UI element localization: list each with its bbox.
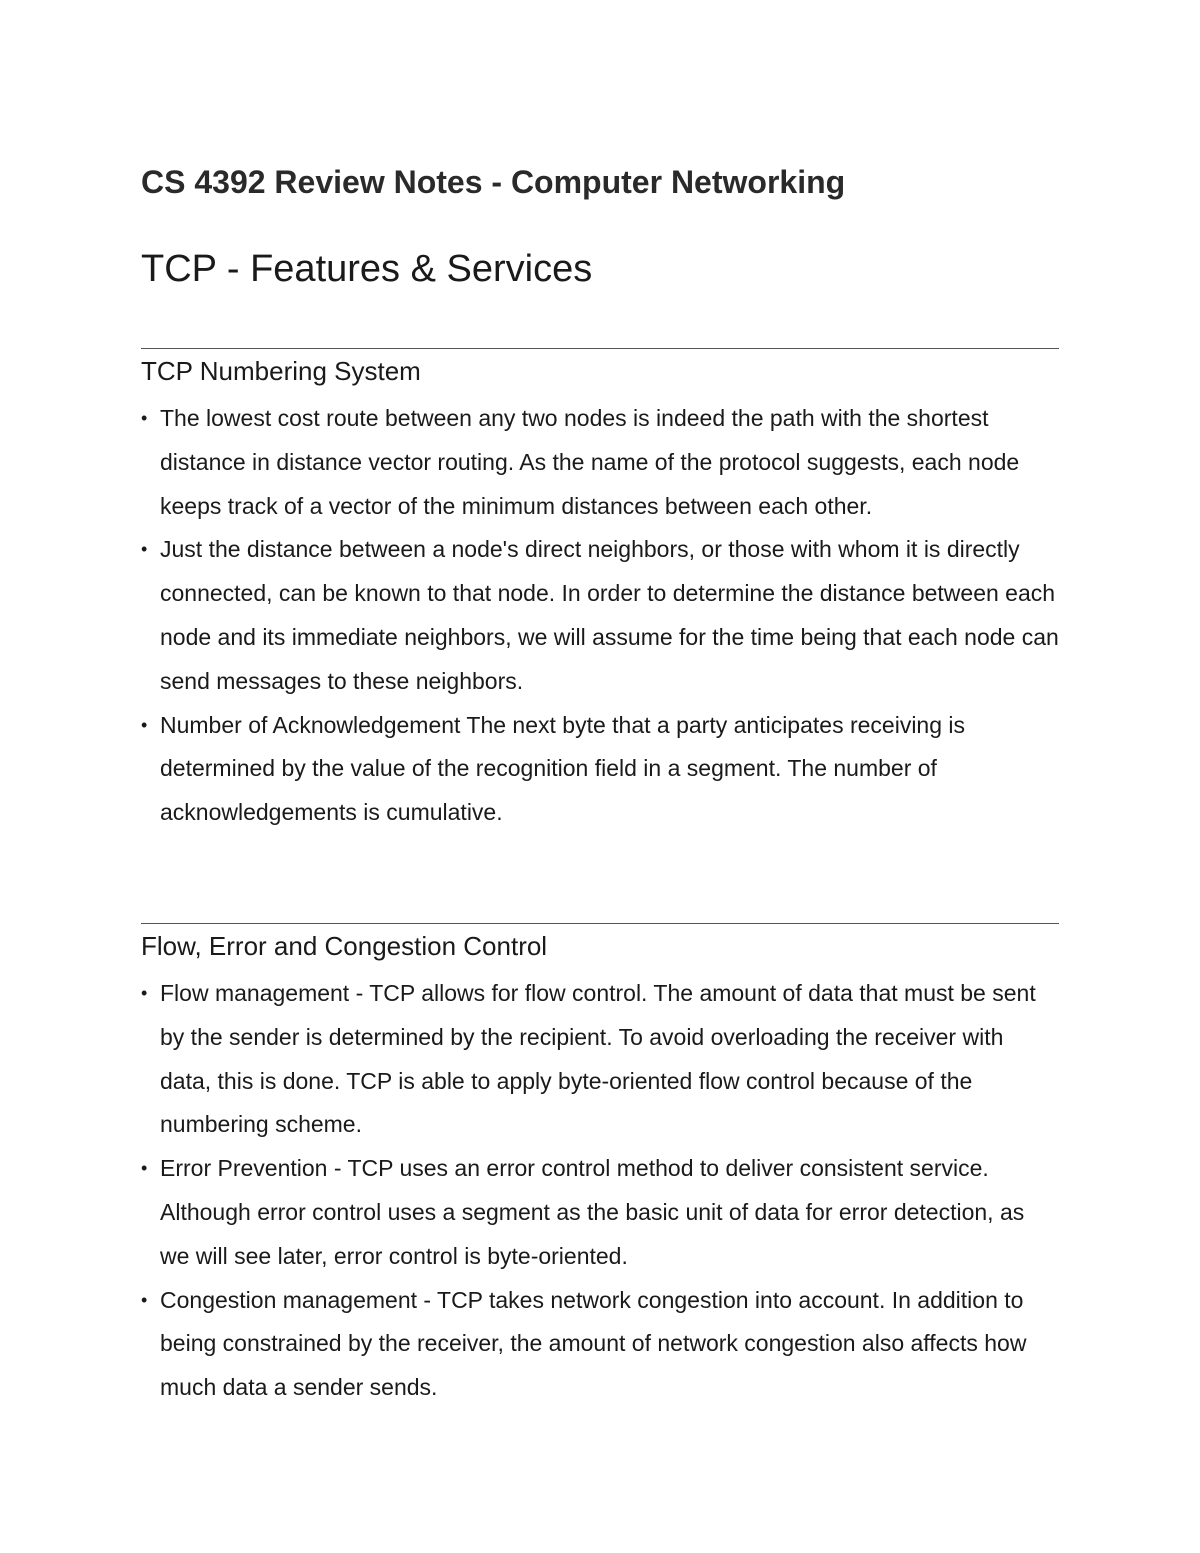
bullet-item bbox=[141, 704, 1059, 835]
bullet-item bbox=[141, 972, 1059, 1147]
section-divider bbox=[141, 923, 1059, 924]
bullet-item bbox=[141, 397, 1059, 528]
bullet-text: Congestion management - TCP takes network congestion into account. In addition to being constrained by the receiver, the amount of network congestion also affects how much data a sender sends. bbox=[160, 1286, 1027, 1401]
bullet-text: Just the distance between a node's direct neighbors, or those with whom it is directly connected, can be known to that node. In order to determine the distance between each node and its immediate neighbors, we will assume for the time being that each node can send messages to these neighbors. bbox=[160, 536, 1059, 694]
bullet-marker-icon: • bbox=[141, 408, 148, 428]
section-divider bbox=[141, 348, 1059, 349]
bullet-marker-icon: • bbox=[141, 1289, 148, 1310]
section-heading: TCP Numbering System bbox=[141, 356, 421, 386]
bullet-text: Number of Acknowledgement The next byte that a party anticipates receiving is determined by the value of the recognition field in a segment. The number of acknowledgements is cumulative. bbox=[160, 711, 966, 826]
document-subtitle: TCP - Features & Services bbox=[141, 248, 593, 290]
section-heading: Flow, Error and Congestion Control bbox=[141, 931, 548, 961]
bullet-marker-icon: • bbox=[141, 714, 148, 735]
bullet-item bbox=[141, 1147, 1059, 1278]
document-title: CS 4392 Review Notes - Computer Networking bbox=[141, 164, 846, 200]
section-tcp-numbering-system bbox=[141, 348, 1059, 835]
bullet-item bbox=[141, 1279, 1059, 1410]
bullet-marker-icon: • bbox=[141, 983, 148, 1003]
section-flow-error-congestion-control bbox=[141, 923, 1059, 1410]
bullet-marker-icon: • bbox=[141, 1158, 148, 1179]
bullet-list bbox=[141, 972, 1059, 1410]
bullet-marker-icon: • bbox=[141, 539, 148, 560]
bullet-text: The lowest cost route between any two nodes is indeed the path with the shortest distance in distance vector routing. As the name of the protocol suggests, each node keeps track of a vector of the minimum distances between each other. bbox=[160, 405, 1020, 519]
bullet-list bbox=[141, 397, 1059, 835]
bullet-item bbox=[141, 528, 1059, 703]
bullet-text: Flow management - TCP allows for flow control. The amount of data that must be sent by the sender is determined by the recipient. To avoid overloading the receiver with data, this is done. TCP is able to apply byte-oriented flow control because of the numbering scheme. bbox=[160, 980, 1036, 1138]
bullet-text: Error Prevention - TCP uses an error control method to deliver consistent service. Although error control uses a segment as the basic unit of data for error detection, as we will see later, error control is byte-oriented. bbox=[160, 1155, 1025, 1269]
